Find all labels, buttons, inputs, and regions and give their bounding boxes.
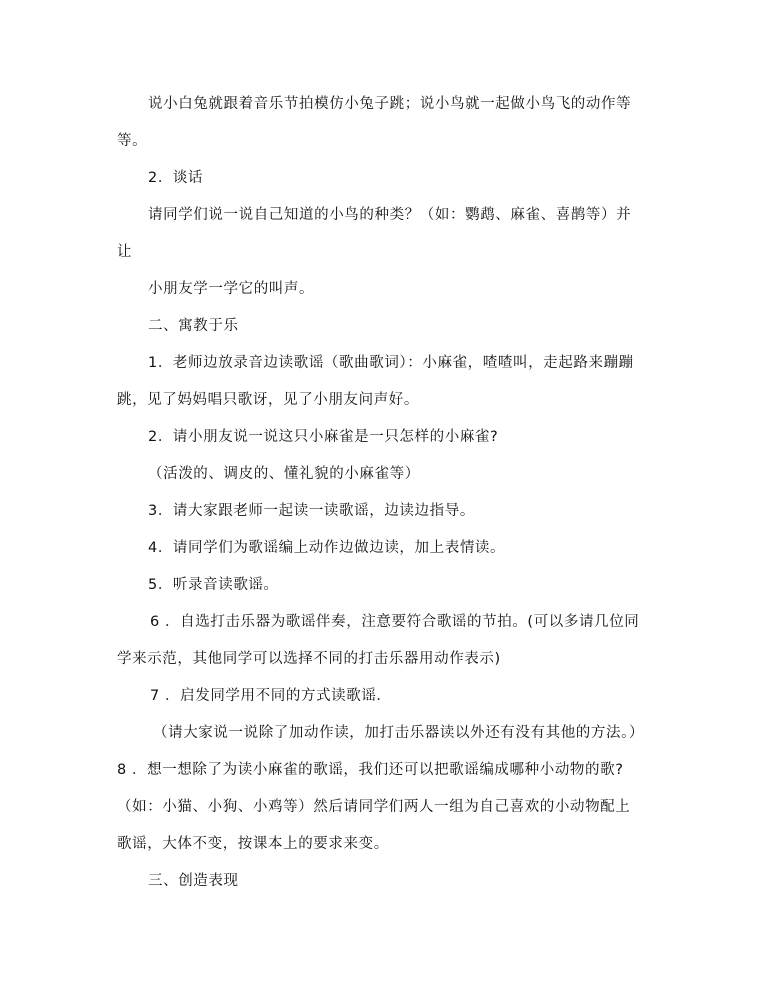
text-line: 小朋友学一学它的叫声。 (148, 281, 315, 297)
text-line: 说小白兔就跟着音乐节拍模仿小兔子跳；说小鸟就一起做小鸟飞的动作等 (148, 96, 632, 112)
text-line: 让 (117, 244, 133, 260)
text-line: 3．请大家跟老师一起读一读歌谣，边读边指导。 (148, 503, 475, 519)
text-line: 1．老师边放录音边读歌谣（歌曲歌词）：小麻雀，喳喳叫，走起路来蹦蹦 (148, 355, 634, 371)
text-line: （请大家说一说除了加动作读，加打击乐器读以外还有没有其他的方法。） (153, 725, 645, 741)
text-line: 跳，见了妈妈唱只歌讶，见了小朋友问声好。 (117, 392, 419, 408)
text-line: 6 ．自选打击乐器为歌谣伴奏，注意要符合歌谣的节拍。(可以多请几位同 (150, 614, 640, 630)
text-line: 5．听录音读歌谣。 (148, 577, 279, 593)
text-line: 7 ．启发同学用不同的方式读歌谣． (150, 688, 392, 704)
section-heading: 三、创造表现 (148, 873, 239, 889)
text-line: 歌谣，大体不变，按课本上的要求来变。 (117, 836, 389, 852)
text-line: 8 ．想一想除了为读小麻雀的歌谣，我们还可以把歌谣编成哪种小动物的歌? (117, 762, 624, 778)
text-line: （活泼的、调皮的、懂礼貌的小麻雀等） (148, 466, 420, 482)
text-line: （如：小猫、小狗、小鸡等）然后请同学们两人一组为自己喜欢的小动物配上 (117, 799, 631, 815)
text-line: 2．请小朋友说一说这只小麻雀是一只怎样的小麻雀? (148, 429, 499, 445)
text-line: 学来示范，其他同学可以选择不同的打击乐器用动作表示) (117, 651, 501, 667)
text-line: 等。 (117, 133, 148, 149)
section-heading: 2．谈话 (148, 170, 204, 186)
text-line: 4．请同学们为歌谣编上动作边做边读，加上表情读。 (148, 540, 506, 556)
section-heading: 二、寓教于乐 (148, 318, 239, 334)
text-line: 请同学们说一说自己知道的小鸟的种类？（如：鹦鹉、麻雀、喜鹊等）并 (148, 207, 632, 223)
